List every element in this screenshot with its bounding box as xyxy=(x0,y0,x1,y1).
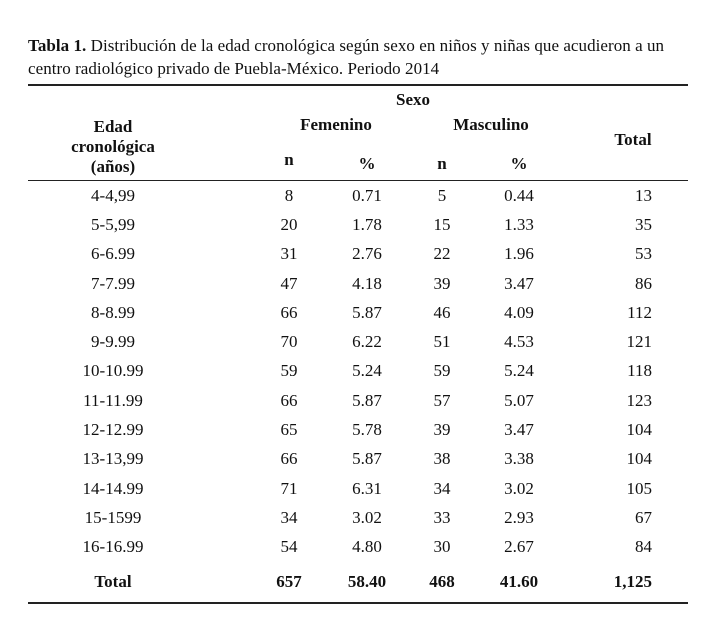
femenino-n-cell: 54 xyxy=(280,537,298,557)
femenino-n-cell: 71 xyxy=(280,478,298,498)
edad-cell: 12-12.99 xyxy=(82,420,144,440)
table-row xyxy=(28,240,688,269)
femenino-pct-cell: 3.02 xyxy=(352,507,382,527)
femenino-n-cell: 66 xyxy=(280,302,298,322)
femenino-n-cell: 66 xyxy=(280,390,298,410)
masculino-pct-cell: 5.07 xyxy=(504,390,534,410)
femenino-pct-cell: 6.22 xyxy=(352,332,382,352)
femenino-n-cell: 47 xyxy=(280,273,298,293)
masculino-n-cell: 57 xyxy=(433,390,451,410)
edad-header xyxy=(28,86,258,180)
table-row xyxy=(28,533,688,562)
masculino-pct-cell: 0.44 xyxy=(504,185,534,205)
total-cell: 13 xyxy=(635,185,652,205)
edad-cell: 6-6.99 xyxy=(91,244,135,264)
masculino-n-cell: 39 xyxy=(433,420,451,440)
table-row xyxy=(28,415,688,444)
sexo-header: Sexo xyxy=(396,90,430,109)
femenino-n-cell: 34 xyxy=(280,507,298,527)
masculino-n-cell: 46 xyxy=(433,302,451,322)
total-cell: 53 xyxy=(635,244,652,264)
edad-cell: 11-11.99 xyxy=(83,390,143,410)
caption-text: Distribución de la edad cronológica según sexo en niños y niñas que acudieron a un centro radiológico privado de Puebla-México. Periodo 2014 xyxy=(28,36,665,78)
total-row-femenino-n-cell: 657 xyxy=(276,571,302,591)
masculino-pct-cell: 5.24 xyxy=(504,361,534,381)
total-cell: 105 xyxy=(626,478,652,498)
femenino-pct-cell: 6.31 xyxy=(352,478,382,498)
femenino-pct-cell: 4.18 xyxy=(352,273,382,293)
masculino-pct-header: % xyxy=(510,154,528,173)
total-cell: 123 xyxy=(626,390,652,410)
edad-header-line-1: Edad xyxy=(93,117,133,136)
masculino-pct-cell: 4.53 xyxy=(504,332,534,352)
total-cell: 112 xyxy=(627,302,652,322)
masculino-n-cell: 30 xyxy=(433,537,451,557)
femenino-pct-cell: 5.87 xyxy=(352,449,382,469)
total-cell: 118 xyxy=(627,361,652,381)
femenino-n-header: n xyxy=(284,150,294,169)
edad-cell: 8-8.99 xyxy=(91,302,135,322)
masculino-n-cell: 22 xyxy=(433,244,451,264)
total-row-femenino-pct-cell: 58.40 xyxy=(347,571,387,591)
edad-cell: 16-16.99 xyxy=(82,537,144,557)
femenino-n-cell: 8 xyxy=(284,185,294,205)
table-row xyxy=(28,503,688,532)
total-cell: 86 xyxy=(635,273,652,293)
masculino-pct-cell: 2.67 xyxy=(504,537,534,557)
table-row xyxy=(28,298,688,327)
table-row xyxy=(28,327,688,356)
masculino-pct-cell: 1.96 xyxy=(504,244,534,264)
masculino-n-cell: 59 xyxy=(433,361,451,381)
masculino-pct-cell: 3.02 xyxy=(504,478,534,498)
total-row-total-cell: 1,125 xyxy=(613,571,652,591)
total-row-masculino-n-cell: 468 xyxy=(429,571,455,591)
masculino-n-cell: 15 xyxy=(433,214,451,234)
femenino-header: Femenino xyxy=(300,115,372,134)
table-row xyxy=(28,210,688,239)
edad-header-line-3: (años) xyxy=(90,157,136,176)
edad-cell: 5-5,99 xyxy=(91,214,135,234)
table-row xyxy=(28,357,688,386)
table-row xyxy=(28,181,688,210)
table-caption xyxy=(28,34,688,80)
bottom-rule xyxy=(28,602,688,604)
total-cell: 67 xyxy=(635,507,652,527)
document xyxy=(28,34,688,604)
total-row-edad-cell: Total xyxy=(94,571,132,591)
masculino-n-cell: 38 xyxy=(433,449,451,469)
femenino-n-cell: 59 xyxy=(280,361,298,381)
data-table xyxy=(28,86,688,602)
masculino-n-cell: 33 xyxy=(433,507,451,527)
femenino-pct-cell: 5.24 xyxy=(352,361,382,381)
edad-cell: 13-13,99 xyxy=(82,449,144,469)
table-row xyxy=(28,445,688,474)
femenino-pct-cell: 5.87 xyxy=(352,302,382,322)
masculino-pct-cell: 4.09 xyxy=(504,302,534,322)
total-cell: 104 xyxy=(626,449,652,469)
total-cell: 104 xyxy=(626,420,652,440)
masculino-header: Masculino xyxy=(453,115,529,134)
edad-cell: 9-9.99 xyxy=(91,332,135,352)
total-cell: 35 xyxy=(635,214,652,234)
femenino-pct-cell: 1.78 xyxy=(352,214,382,234)
edad-cell: 14-14.99 xyxy=(82,478,144,498)
femenino-pct-cell: 5.87 xyxy=(352,390,382,410)
table-row xyxy=(28,474,688,503)
masculino-n-cell: 34 xyxy=(433,478,451,498)
total-row xyxy=(28,562,688,602)
femenino-n-cell: 70 xyxy=(280,332,298,352)
masculino-n-cell: 5 xyxy=(437,185,447,205)
edad-cell: 15-1599 xyxy=(84,507,142,527)
total-cell: 84 xyxy=(635,537,652,557)
masculino-n-cell: 39 xyxy=(433,273,451,293)
femenino-n-cell: 66 xyxy=(280,449,298,469)
total-row-masculino-pct-cell: 41.60 xyxy=(499,571,539,591)
femenino-n-cell: 65 xyxy=(280,420,298,440)
total-header: Total xyxy=(614,130,652,149)
femenino-pct-cell: 4.80 xyxy=(352,537,382,557)
masculino-pct-cell: 3.47 xyxy=(504,273,534,293)
edad-cell: 7-7.99 xyxy=(91,273,135,293)
edad-cell: 4-4,99 xyxy=(91,185,135,205)
femenino-pct-header: % xyxy=(358,154,376,173)
total-cell: 121 xyxy=(626,332,652,352)
femenino-n-cell: 20 xyxy=(280,214,298,234)
masculino-pct-cell: 2.93 xyxy=(504,507,534,527)
masculino-pct-cell: 3.47 xyxy=(504,420,534,440)
femenino-pct-cell: 0.71 xyxy=(352,185,382,205)
table-row xyxy=(28,386,688,415)
femenino-pct-cell: 5.78 xyxy=(352,420,382,440)
edad-header-line-2: cronológica xyxy=(71,137,155,156)
masculino-n-cell: 51 xyxy=(433,332,451,352)
table-row xyxy=(28,269,688,298)
masculino-pct-cell: 3.38 xyxy=(504,449,534,469)
masculino-pct-cell: 1.33 xyxy=(504,214,534,234)
masculino-n-header: n xyxy=(437,154,447,173)
femenino-pct-cell: 2.76 xyxy=(352,244,382,264)
table-label: Tabla 1. xyxy=(28,36,87,55)
edad-cell: 10-10.99 xyxy=(82,361,144,381)
femenino-n-cell: 31 xyxy=(280,244,298,264)
